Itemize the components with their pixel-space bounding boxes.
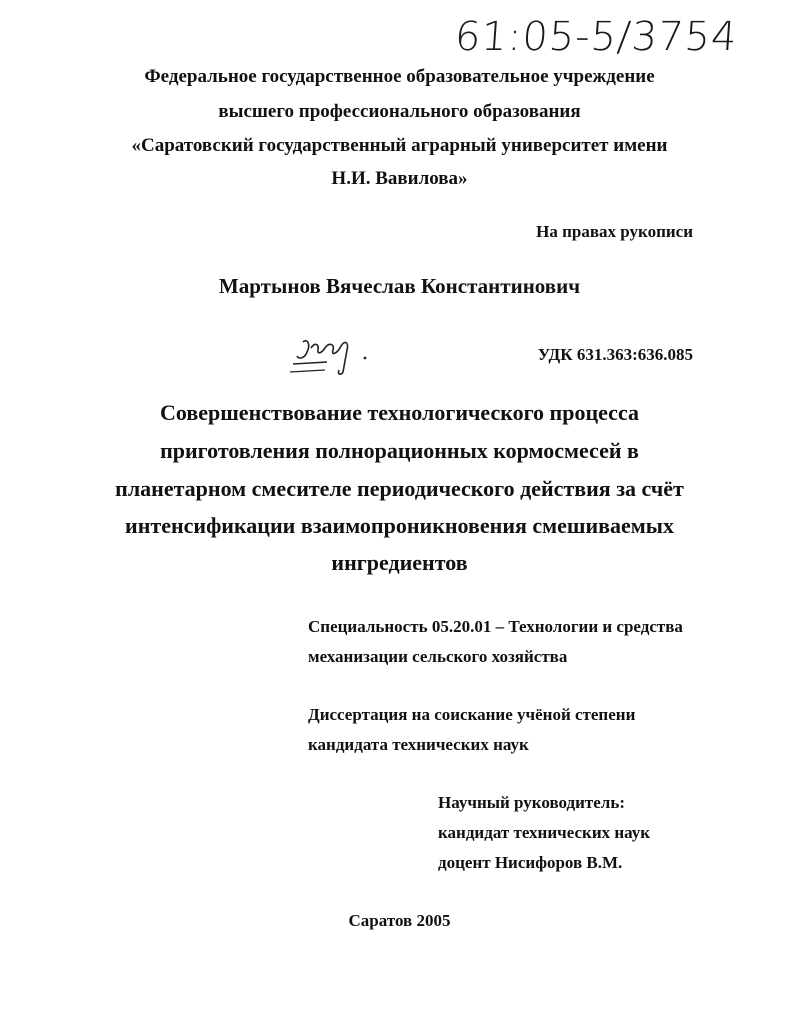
institution-line-2: высшего профессионального образования	[218, 101, 581, 122]
institution-line-4: Н.И. Вавилова»	[331, 168, 468, 189]
title-line-1: Совершенствование технологического процесса	[160, 400, 639, 425]
title-line-2: приготовления полнорационных кормосмесей в	[160, 438, 639, 463]
title-line-4: интенсификации взаимопроникновения смешиваемых	[125, 513, 674, 538]
specialty-line-1: Специальность 05.20.01 – Технологии и средства	[308, 617, 683, 636]
author-name: Мартынов Вячеслав Константинович	[218, 274, 581, 298]
supervisor-label: Научный руководитель:	[438, 793, 625, 812]
supervisor-name: доцент Нисифоров В.М.	[438, 853, 623, 872]
title-line-3: планетарном смесителе периодического действия за счёт	[115, 476, 684, 501]
supervisor-degree: кандидат технических наук	[438, 823, 651, 842]
manuscript-note: На правах рукописи	[536, 222, 693, 241]
archive-stamp-number: 61:05-5/3754	[453, 14, 740, 60]
dissertation-line-1: Диссертация на соискание учёной степени	[308, 705, 636, 724]
city-year: Саратов 2005	[348, 911, 451, 930]
dissertation-line-2: кандидата технических наук	[308, 735, 529, 754]
handwritten-signature	[285, 332, 375, 380]
udk-code: УДК 631.363:636.085	[537, 345, 693, 364]
title-line-5: ингредиентов	[331, 550, 468, 575]
specialty-line-2: механизации сельского хозяйства	[308, 647, 568, 666]
institution-line-1: Федеральное государственное образовательное учреждение	[144, 66, 655, 87]
institution-line-3: «Саратовский государственный аграрный университет имени	[131, 135, 668, 156]
